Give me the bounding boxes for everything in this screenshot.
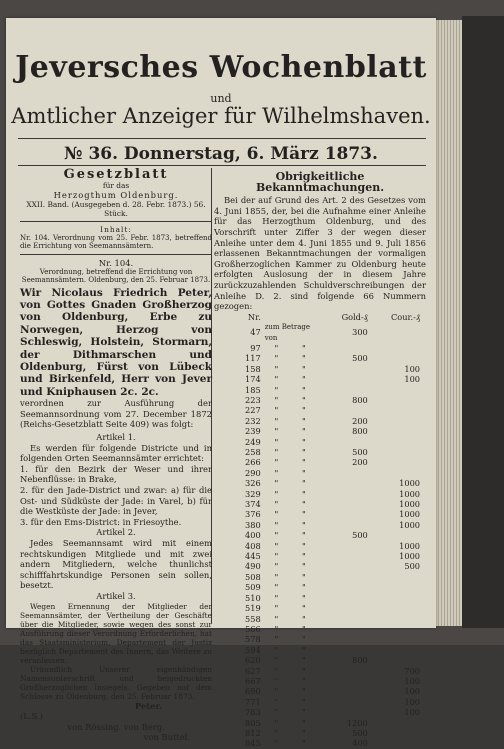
row-number: 232 [245, 415, 261, 426]
ditto-mark: " [274, 447, 279, 457]
row-cour: 1000 [399, 509, 420, 520]
row-gold [318, 697, 370, 707]
ditto-mark: " [274, 467, 279, 478]
ditto-mark: " [274, 727, 279, 738]
row-cour [370, 582, 422, 592]
table-row [216, 561, 422, 571]
article-3-heading: Artikel 3. [96, 590, 136, 601]
ditto-mark: " [301, 551, 306, 562]
row-number: 227 [245, 405, 261, 416]
row-number: 490 [245, 561, 261, 572]
row-gold: 200 [352, 415, 368, 426]
row-cour [370, 416, 422, 426]
row-gold: 1200 [346, 717, 368, 728]
row-cour [370, 353, 422, 363]
ditto-mark: " [301, 457, 306, 468]
ditto-mark: " [274, 686, 279, 697]
ditto-mark: " [301, 738, 306, 749]
table-row [216, 364, 422, 374]
row-number: 445 [245, 551, 261, 562]
ditto-mark: " [301, 623, 306, 634]
row-cour [370, 718, 422, 728]
book-binding [462, 16, 504, 628]
table-row [216, 353, 422, 363]
ditto-mark: " [274, 644, 279, 655]
ditto-mark: " [301, 478, 306, 489]
article-2-text: Jedes Seemannsamt wird mit einem rechtskundigen Mitgliede und mit zwei andern Mitgliedern, welche thunlichst schifffahrtskundige Personen sein sollen, besetzt. [20, 537, 212, 591]
ditto-mark: " [301, 447, 306, 457]
ditto-mark: " [274, 592, 279, 603]
ditto-mark: " [274, 655, 279, 666]
row-number: 620 [245, 655, 261, 666]
row-cour [370, 572, 422, 582]
closing-text: Urkundlich Unserer eigenhändigen Namensunterschrift und beigedruckten Großherzoglichen Insiegels. Gegeben auf dem Schlosse zu Oldenburg, den 25. Februar 1873. [20, 664, 212, 701]
row-number: 408 [245, 540, 261, 551]
row-number: 174 [245, 374, 261, 385]
table-row [216, 530, 422, 540]
ditto-mark: " [301, 374, 306, 385]
row-cour [370, 530, 422, 540]
masthead-title: Jeversches Wochenblatt [15, 50, 427, 85]
row-gold [318, 374, 370, 384]
ditto-mark: " [301, 363, 306, 374]
table-row [216, 468, 422, 478]
row-cour: 1000 [399, 488, 420, 499]
ditto-mark: " [301, 467, 306, 478]
right-column [214, 168, 426, 749]
table-row [216, 666, 422, 676]
divider [20, 254, 212, 255]
row-number: 812 [245, 727, 261, 738]
row-number: 117 [245, 353, 261, 364]
row-gold [318, 437, 370, 447]
row-cour [370, 405, 422, 415]
row-cour [370, 614, 422, 624]
table-row [216, 718, 422, 728]
row-cour: 1000 [399, 519, 420, 530]
inhalt-title: Inhalt: [100, 225, 132, 235]
col-gold: Gold-₰ [341, 311, 368, 322]
table-row [216, 322, 422, 343]
ditto-mark: " [274, 363, 279, 374]
signature-line-1: von Rössing. von Berg. [67, 721, 165, 732]
table-row [216, 593, 422, 603]
row-number: 667 [245, 675, 261, 686]
ditto-mark: " [301, 571, 306, 582]
left-column [20, 168, 212, 743]
ditto-mark: " [274, 561, 279, 572]
ditto-mark: " [301, 561, 306, 572]
row-cour [370, 395, 422, 405]
row-number: 249 [245, 436, 261, 447]
row-number: 627 [245, 665, 261, 676]
row-number: 690 [245, 686, 261, 697]
ditto-mark: " [274, 509, 279, 520]
row-number: 97 [250, 342, 261, 353]
row-cour: 700 [404, 665, 420, 676]
row-number: 508 [245, 571, 261, 582]
table-row [216, 738, 422, 748]
table-row [216, 489, 422, 499]
row-cour [370, 645, 422, 655]
ditto-mark: " [274, 623, 279, 634]
signature-line-2: von Buttel. [143, 732, 190, 743]
ditto-mark: " [274, 519, 279, 530]
ditto-mark: " [274, 415, 279, 426]
ditto-mark: " [301, 686, 306, 697]
ditto-mark: " [301, 634, 306, 645]
row-cour [370, 634, 422, 644]
ditto-mark: " [301, 530, 306, 541]
row-number: 519 [245, 603, 261, 614]
ditto-mark: " [301, 707, 306, 718]
row-gold: 500 [352, 530, 368, 541]
gesetzblatt-fuer: für das [102, 180, 130, 190]
row-number: 594 [245, 644, 261, 655]
table-row [216, 447, 422, 457]
ditto-mark: " [301, 394, 306, 405]
row-number: 400 [245, 530, 261, 541]
table-row [216, 707, 422, 717]
row-gold [318, 666, 370, 676]
row-number: 290 [245, 467, 261, 478]
ditto-mark: " [301, 342, 306, 353]
ditto-mark: " [274, 478, 279, 489]
row-cour [370, 738, 422, 748]
row-number: 374 [245, 499, 261, 510]
table-row [216, 551, 422, 561]
row-gold [318, 624, 370, 634]
row-cour [370, 447, 422, 457]
ditto-mark: " [301, 415, 306, 426]
page-edges [436, 20, 462, 626]
ditto-mark: " [274, 582, 279, 593]
row-gold [318, 582, 370, 592]
row-number: 266 [245, 457, 261, 468]
table-row [216, 676, 422, 686]
row-number: 329 [245, 488, 261, 499]
row-number: 845 [245, 738, 261, 749]
ditto-mark: " [274, 488, 279, 499]
row-number: 47 [250, 327, 261, 338]
ditto-mark: " [274, 540, 279, 551]
ditto-mark: " [274, 571, 279, 582]
row-gold [318, 499, 370, 509]
row-gold [318, 489, 370, 499]
row-cour [370, 655, 422, 665]
ditto-mark: " [301, 384, 306, 395]
bekanntmachungen-intro: Bei der auf Grund des Art. 2 des Gesetzes vom 4. Juni 1855, der, bei die Aufnahme einer Anleihe für das Herzogthum Oldenburg, und des Vorschrift unter Ziffer 3 der wegen dieser Anleihe unter dem 4. Juni 1855 und 9. Juli 1856 erlassenen Bekanntmachungen der vormaligen Großherzoglichen Kammer zu Oldenburg heute erfolgten Auslosung der in diesem Jahre zurückzuzahlenden Schuldverschreibungen der Anleihe D. 2. sind folgende 66 Nummern gezogen: [214, 195, 426, 312]
row-gold [318, 634, 370, 644]
row-number: 380 [245, 519, 261, 530]
row-gold: 800 [352, 394, 368, 405]
table-row [216, 614, 422, 624]
ditto-mark: " [274, 384, 279, 395]
table-row [216, 582, 422, 592]
ditto-mark: " [274, 394, 279, 405]
drawn-numbers-table [216, 312, 422, 749]
table-row [216, 728, 422, 738]
row-cour: 1000 [399, 551, 420, 562]
ditto-mark: " [301, 582, 306, 593]
row-number: 185 [245, 384, 261, 395]
ditto-mark: " [274, 530, 279, 541]
ditto-mark: " [301, 644, 306, 655]
row-gold [318, 364, 370, 374]
table-row [216, 405, 422, 415]
table-row [216, 541, 422, 551]
body-verordnen: verordnen zur Ausführung der Seemannsordnung vom 27. December 1872 (Reichs-Gesetzblatt Seite 409) was folgt: [20, 398, 212, 430]
table-row [216, 624, 422, 634]
row-gold [318, 405, 370, 415]
row-cour: 500 [404, 561, 420, 572]
row-cour [370, 624, 422, 634]
row-gold [318, 572, 370, 582]
table-row [216, 426, 422, 436]
ditto-mark: " [274, 405, 279, 416]
row-gold: 800 [352, 426, 368, 437]
row-number: 771 [245, 696, 261, 707]
row-gold [318, 593, 370, 603]
ditto-mark: " [274, 374, 279, 385]
ditto-mark: " [301, 655, 306, 666]
row-cour: 1000 [399, 478, 420, 489]
row-gold [318, 509, 370, 519]
ditto-mark: " [301, 519, 306, 530]
table-row [216, 374, 422, 384]
table-row [216, 645, 422, 655]
ditto-mark: " [301, 499, 306, 510]
ditto-mark: " [301, 488, 306, 499]
article-2-heading: Artikel 2. [96, 527, 136, 538]
issue-line: № 36. Donnerstag, 6. März 1873. [64, 144, 378, 164]
row-gold [318, 468, 370, 478]
row-gold [318, 343, 370, 353]
ditto-mark: " [301, 436, 306, 447]
row-cour [370, 426, 422, 436]
inhalt-text: Nr. 104. Verordnung vom 25. Febr. 1873, betreffend die Errichtung von Seemannsämtern. [20, 234, 212, 251]
article-3-text: Wegen Ernennung der Mitglieder der Seemannsämter, der Vertheilung der Geschäfte über die Mitglieder, sowie wegen des sonst zur Ausführung dieser Verordnung Erforderlichen, hat das Staatsministerium, Departement der Justiz bezüglich Departement des Innern, das Weitere zu veranlassen. [20, 601, 212, 665]
row-gold [318, 676, 370, 686]
row-number: 509 [245, 582, 261, 593]
seal-ls: (L.S.) [20, 711, 43, 722]
row-number: 239 [245, 426, 261, 437]
ditto-mark: " [274, 457, 279, 468]
table-row [216, 343, 422, 353]
header-rule-top [18, 138, 426, 139]
row-number: 158 [245, 363, 261, 374]
row-cour [370, 603, 422, 613]
row-cour [370, 457, 422, 467]
table-row [216, 686, 422, 696]
row-gold [318, 478, 370, 488]
row-number: 783 [245, 707, 261, 718]
ditto-mark: " [301, 405, 306, 416]
row-cour: 100 [404, 696, 420, 707]
table-row [216, 655, 422, 665]
row-number: 578 [245, 634, 261, 645]
row-gold: 800 [352, 655, 368, 666]
ditto-mark: " [301, 353, 306, 364]
table-row [216, 603, 422, 613]
row-gold [318, 385, 370, 395]
nr-subject: Verordnung, betreffend die Errichtung von Seemannsämtern. Oldenburg, den 25. Februar 1873. [21, 268, 211, 285]
row-gold [318, 520, 370, 530]
ditto-mark: " [274, 603, 279, 614]
ditto-mark: " [274, 613, 279, 624]
signature-name: Peter. [134, 700, 162, 711]
ditto-mark: " [274, 551, 279, 562]
ditto-mark: " [274, 696, 279, 707]
article-1-item-2: 2. für den Jade-District und zwar: a) für die Ost- und Südküste der Jade: in Varel, b) für die Westküste der Jade: in Jever, [20, 485, 212, 517]
table-row [216, 437, 422, 447]
bekanntmachungen-title: Obrigkeitliche Bekanntmachungen. [255, 170, 385, 194]
newspaper-page [6, 18, 436, 749]
table-header-row [216, 312, 422, 322]
row-cour: 100 [404, 374, 420, 385]
row-number: 376 [245, 509, 261, 520]
ditto-mark: " [274, 634, 279, 645]
ditto-mark: " [274, 426, 279, 437]
row-number: 258 [245, 447, 261, 457]
table-row [216, 478, 422, 488]
row-gold [318, 645, 370, 655]
ditto-mark: " [274, 499, 279, 510]
row-gold: 500 [352, 727, 368, 738]
row-gold: 300 [352, 327, 368, 338]
row-cour [370, 728, 422, 738]
ditto-mark: " [301, 603, 306, 614]
row-cour: 100 [404, 707, 420, 718]
row-gold [318, 541, 370, 551]
ditto-mark: " [301, 696, 306, 707]
ditto-mark: " [274, 738, 279, 749]
ditto-mark: " [301, 665, 306, 676]
row-number: 223 [245, 394, 261, 405]
row-cour [370, 437, 422, 447]
row-cour: 100 [404, 686, 420, 697]
row-gold: 400 [352, 738, 368, 749]
ditto-mark: " [274, 675, 279, 686]
row-number: 326 [245, 478, 261, 489]
gesetzblatt-land: Herzogthum Oldenburg. [53, 189, 179, 200]
nr-heading: Nr. 104. [98, 257, 134, 268]
row-number: 510 [245, 592, 261, 603]
row-cour: 1000 [399, 499, 420, 510]
row-cour [370, 343, 422, 353]
ditto-mark: " [274, 436, 279, 447]
row-gold [318, 603, 370, 613]
body-intro: Wir Nicolaus Friedrich Peter, von Gottes Gnaden Großherzog von Oldenburg, Erbe zu Norwegen, Herzog von Schleswig, Holstein, Stormarn, der Dithmarschen und Oldenburg, Fürst von Lübeck und Birkenfeld, Herr von Jever und Kniphausen 2c. 2c. [20, 286, 212, 398]
row-cour [370, 593, 422, 603]
row-prefix: zum Betrage von [264, 323, 310, 342]
table-row [216, 697, 422, 707]
masthead-und: und [210, 92, 232, 105]
ditto-mark: " [301, 426, 306, 437]
ditto-mark: " [301, 509, 306, 520]
table-row [216, 634, 422, 644]
table-row [216, 416, 422, 426]
row-gold: 500 [352, 353, 368, 364]
row-cour [370, 385, 422, 395]
divider [20, 221, 212, 222]
col-nr: Nr. [247, 311, 261, 322]
gesetzblatt-title: Gesetzblatt [63, 167, 169, 182]
article-1-item-3: 3. für den Ems-District: in Friesoythe. [20, 516, 182, 527]
row-gold [318, 686, 370, 696]
table-row [216, 395, 422, 405]
masthead-subtitle: Amtlicher Anzeiger für Wilhelmshaven. [11, 104, 431, 128]
row-gold [318, 551, 370, 561]
row-cour [370, 468, 422, 478]
ditto-mark: " [274, 717, 279, 728]
row-gold [318, 561, 370, 571]
row-cour: 1000 [399, 540, 420, 551]
table-row [216, 520, 422, 530]
gesetzblatt-band: XXII. Band. (Ausgegeben d. 28. Febr. 1873.) 56. Stück. [26, 200, 206, 219]
header-rule-bottom [18, 165, 426, 166]
ditto-mark: " [301, 727, 306, 738]
ditto-mark: " [274, 707, 279, 718]
article-1-item-1: 1. für den Bezirk der Weser und ihrer Nebenflüsse: in Brake, [20, 463, 212, 485]
table-row [216, 385, 422, 395]
table-row [216, 499, 422, 509]
ditto-mark: " [301, 540, 306, 551]
table-body [216, 322, 422, 749]
row-cour: 100 [404, 675, 420, 686]
row-number: 566 [245, 623, 261, 634]
col-cour: Cour.-₰ [391, 311, 420, 322]
row-gold: 500 [352, 447, 368, 457]
row-cour [370, 322, 422, 343]
table-row [216, 572, 422, 582]
row-number: 805 [245, 717, 261, 728]
ditto-mark: " [274, 353, 279, 364]
table-row [216, 457, 422, 467]
row-gold [318, 707, 370, 717]
ditto-mark: " [301, 613, 306, 624]
article-1-text: Es werden für folgende Districte und in folgenden Orten Seemannsämter errichtet: [20, 442, 212, 464]
ditto-mark: " [274, 342, 279, 353]
ditto-mark: " [301, 675, 306, 686]
article-1-heading: Artikel 1. [96, 432, 136, 443]
table-row [216, 509, 422, 519]
ditto-mark: " [274, 665, 279, 676]
row-gold [318, 614, 370, 624]
row-cour: 100 [404, 363, 420, 374]
row-gold: 200 [352, 457, 368, 468]
ditto-mark: " [301, 592, 306, 603]
ditto-mark: " [301, 717, 306, 728]
row-number: 558 [245, 613, 261, 624]
